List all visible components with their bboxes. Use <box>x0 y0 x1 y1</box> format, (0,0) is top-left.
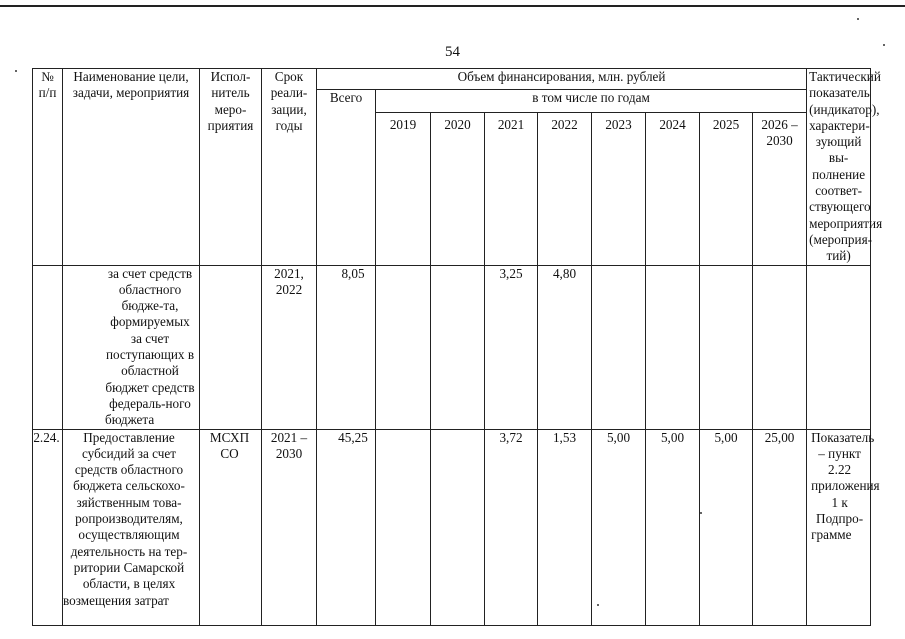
row-2020 <box>431 265 485 429</box>
row-2019 <box>376 265 431 429</box>
table-row <box>33 265 871 429</box>
row-2022: 1,53 <box>538 429 592 625</box>
row-executor <box>200 265 262 429</box>
row-2024 <box>646 265 700 429</box>
header-term: Срок реали-зации, годы <box>262 69 317 266</box>
row-2021: 3,72 <box>485 429 538 625</box>
header-financing: Объем финансирования, млн. рублей <box>317 69 807 90</box>
row-2020 <box>431 429 485 625</box>
header-indicator: Тактический показатель (индикатор), характери-зующий вы-полнение соответ-ствующего мероприятия (мероприя-тий) <box>807 69 871 266</box>
row-2025 <box>700 265 753 429</box>
header-year-2024: 2024 <box>646 112 700 265</box>
row-2022: 4,80 <box>538 265 592 429</box>
row-name: за счет средств областного бюдже-та, формируемых за счет поступающих в областной бюджет средств федераль-ного бюджета <box>63 265 200 429</box>
header-year-2020: 2020 <box>431 112 485 265</box>
scan-speck <box>883 44 885 46</box>
scan-speck <box>700 512 702 514</box>
row-indicator: Показатель – пункт 2.22 приложения 1 к Подпро-грамме <box>807 429 871 625</box>
row-2021: 3,25 <box>485 265 538 429</box>
header-year-2019: 2019 <box>376 112 431 265</box>
row-2026-2030: 25,00 <box>753 429 807 625</box>
header-by-years: в том числе по годам <box>376 90 807 113</box>
header-year-2025: 2025 <box>700 112 753 265</box>
page-number: 54 <box>445 44 460 60</box>
header-year-2026-2030: 2026 – 2030 <box>753 112 807 265</box>
row-2019 <box>376 429 431 625</box>
header-total: Всего <box>317 90 376 266</box>
header-year-2023: 2023 <box>592 112 646 265</box>
row-total: 45,25 <box>317 429 376 625</box>
table-row <box>33 429 871 625</box>
header-year-2021: 2021 <box>485 112 538 265</box>
row-executor: МСХП СО <box>200 429 262 625</box>
header-num: № п/п <box>33 69 63 266</box>
header-executor: Испол-нитель меро-приятия <box>200 69 262 266</box>
row-2023 <box>592 265 646 429</box>
header-year-2022: 2022 <box>538 112 592 265</box>
row-total: 8,05 <box>317 265 376 429</box>
row-num: 2.24. <box>33 429 63 625</box>
scan-speck <box>15 70 17 72</box>
row-indicator <box>807 265 871 429</box>
row-2024: 5,00 <box>646 429 700 625</box>
row-2023: 5,00 <box>592 429 646 625</box>
row-2025: 5,00 <box>700 429 753 625</box>
row-2026-2030 <box>753 265 807 429</box>
top-border-line <box>0 5 905 7</box>
row-term: 2021, 2022 <box>262 265 317 429</box>
scan-speck <box>597 604 599 606</box>
scan-speck <box>857 18 859 20</box>
header-name: Наименование цели, задачи, мероприятия <box>63 69 200 266</box>
row-name: Предоставление субсидий за счет средств областного бюджета сельскохо-зяйственным това-ропроизводителям, осуществляющим деятельность на тер-ритории Самарской области, в целях возмещения затрат <box>63 429 200 625</box>
financing-table <box>32 68 883 626</box>
row-term: 2021 – 2030 <box>262 429 317 625</box>
row-num <box>33 265 63 429</box>
